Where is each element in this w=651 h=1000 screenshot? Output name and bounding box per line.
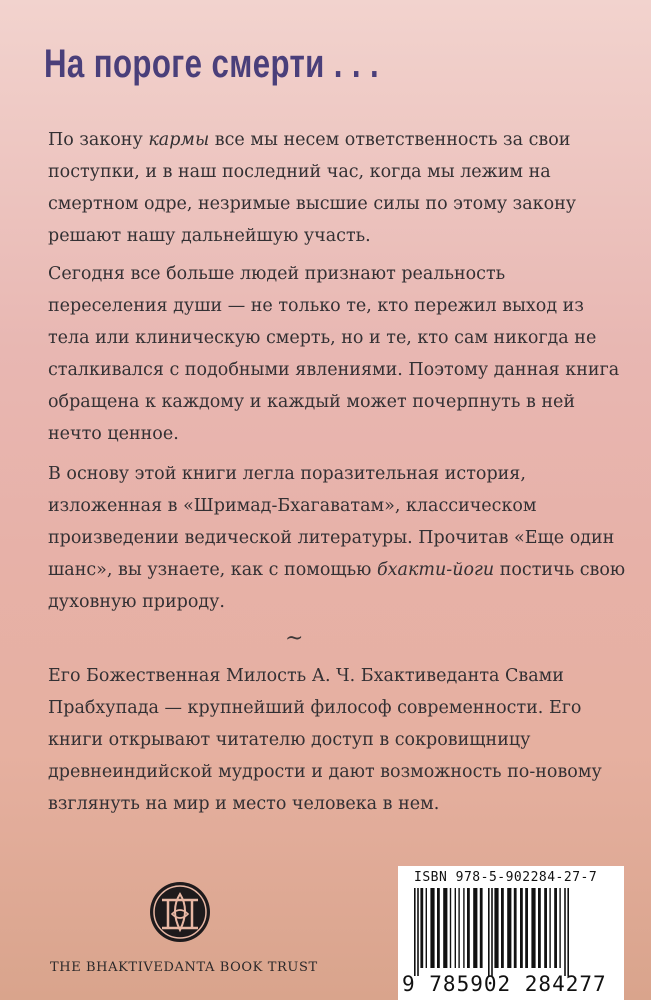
barcode-guard-bar [491,888,493,976]
paragraph-author: Его Божественная Милость А. Ч. Бхактиведанта Свами Прабхупада — крупнейший философ современности. Его книги открывают читателю доступ в сокровищницу древнеиндийской мудрости и дают возможность по-новому взглянуть на мир и место человека в нем. [48,666,602,814]
cover-title: На пороге смерти . . . [44,42,380,86]
publisher-name: THE BHAKTIVEDANTA BOOK TRUST [50,960,318,975]
barcode-bar [463,888,464,968]
barcode-bar [514,888,517,968]
paragraph-text: По закону [48,130,149,150]
barcode-bar [531,888,535,968]
barcode-bar [420,888,423,968]
barcode-guard-bar [488,888,490,976]
barcode-guard-bar [417,888,419,976]
ean-number: 9 785902 284277 [402,972,607,996]
paragraph-text: постичь свою духовную природу. [48,560,626,612]
divider-ornament: ~ [285,626,304,651]
barcode-guard-bar [567,888,569,976]
barcode-bar [467,888,470,968]
barcode-bars [412,888,612,976]
barcode-bar [450,888,451,968]
barcode-bar [554,888,557,968]
emphasis-bhakti-yoga: бхакти-йоги [376,560,495,580]
isbn-text: ISBN 978-5-902284-27-7 [414,870,598,885]
barcode-guard-bar [564,888,566,976]
barcode-bar [544,888,547,968]
barcode-bar [494,888,498,968]
barcode-bar [426,888,427,968]
paragraph-reincarnation: Сегодня все больше людей признают реальность переселения души — не только те, кто пережил выход из тела или клиническую смерть, но и те, кто сам никогда не сталкивался с подобными явлениями. Поэтому данная книга обращена к каждому и каждый может почерпнуть в ней нечто ценное. [48,264,620,444]
barcode-bar [480,888,483,968]
barcode-bar [549,888,550,968]
barcode-label [398,866,624,1000]
barcode-bar [559,888,560,968]
barcode-bar [525,888,528,968]
barcode-guard-bar [414,888,416,976]
barcode-bar [430,888,434,968]
barcode-bar [437,888,440,968]
barcode-bar [473,888,477,968]
barcode-bar [501,888,504,968]
bbt-logo-icon [148,880,212,944]
barcode-bar [520,888,523,968]
paragraph-text: В основу этой книги легла поразительная история, изложенная в «Шримад-Бхагаватам», классическом произведении ведической литературы. Прочитав «Еще один шанс», вы узнаете, как с помощью [48,464,615,580]
emphasis-karma: кармы [148,130,210,150]
barcode-bar [443,888,447,968]
barcode-bar [507,888,511,968]
paragraph-karma [48,124,628,252]
barcode-bar [458,888,459,968]
barcode-bar [538,888,541,968]
barcode-bar [455,888,456,968]
paragraph-story [48,458,628,618]
paragraph-text: все мы несем ответственность за свои поступки, и в наш последний час, когда мы лежим на смертном одре, незримые высшие силы по этому закону решают нашу дальнейшую участь. [48,130,577,246]
